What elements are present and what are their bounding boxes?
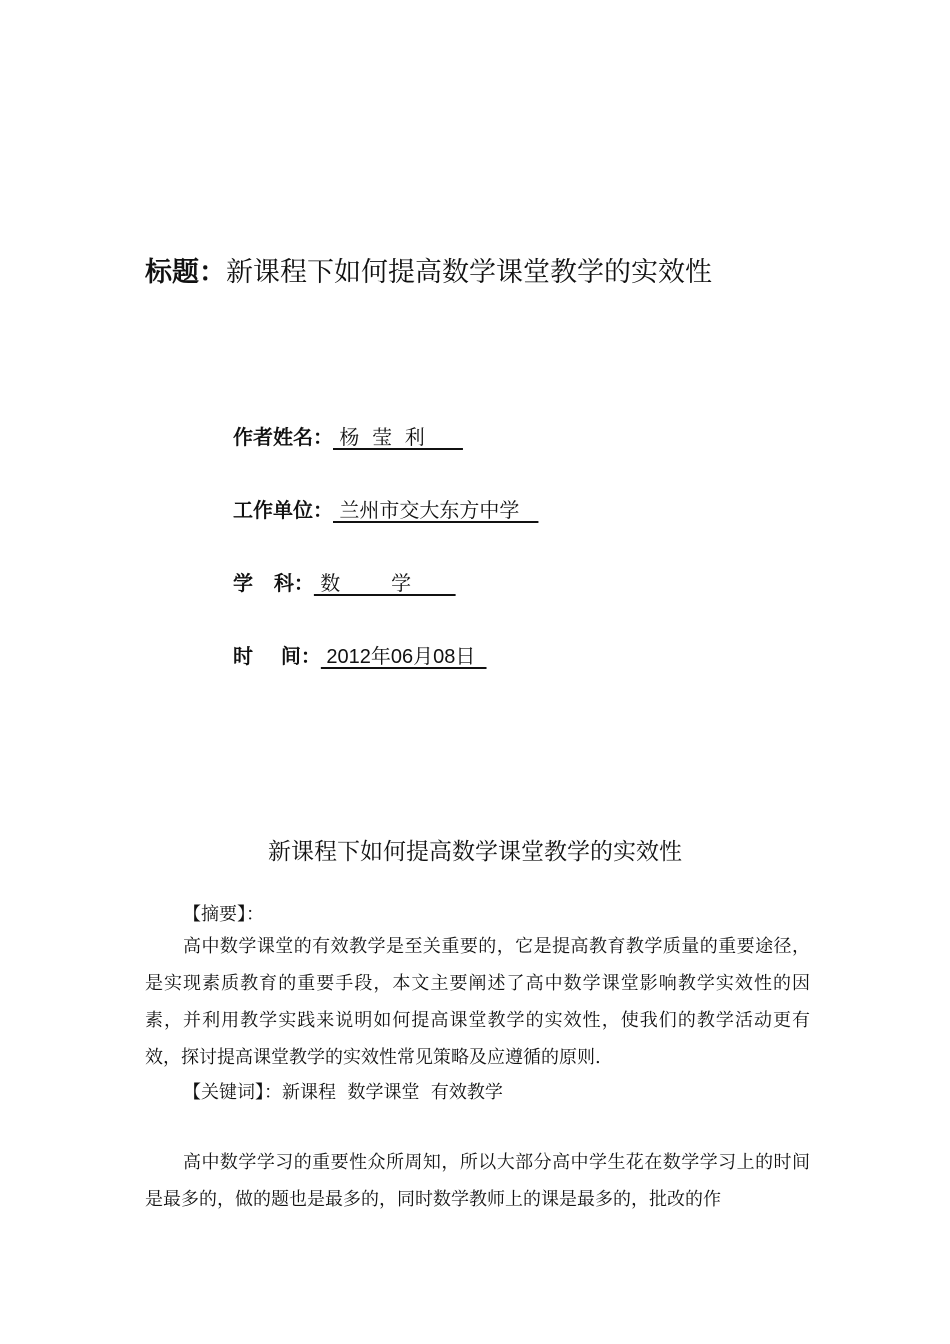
time-row <box>233 642 487 671</box>
body-paragraph: 高中数学学习的重要性众所周知，所以大部分高中学生花在数学学习上的时间是最多的，做的题也是最多的，同时数学教师上的课是最多的，批改的作 <box>145 1152 810 1210</box>
subject-label: 学 科： <box>233 571 314 595</box>
unit-value: 兰州市交大东方中学 <box>333 498 539 522</box>
subject-value: 数 学 <box>313 571 456 595</box>
time-label: 时 间： <box>233 644 321 668</box>
author-value: 杨 莹 利 <box>333 425 463 449</box>
abstract-paragraph: 高中数学课堂的有效教学是至关重要的，它是提高教育教学质量的重要途径，是实现素质教育的重要手段，本文主要阐述了高中数学课堂影响教学实效性的因素，并利用教学实践来说明如何提高课堂教学的实效性，使我们的教学活动更有效，探讨提高课堂教学的实效性常见策略及应遵循的原则. <box>145 936 810 1068</box>
title-label: 标题： <box>145 257 226 288</box>
keywords-label: 【关键词】： <box>183 1082 282 1103</box>
unit-label: 工作单位： <box>233 498 333 522</box>
title-text: 新课程下如何提高数学课堂教学的实效性 <box>226 257 712 288</box>
abstract-label: 【摘要】： <box>183 904 264 925</box>
unit-row <box>233 496 538 524</box>
cover-title <box>145 255 712 291</box>
keywords-row <box>183 1077 503 1109</box>
time-value: 2012年06月08日 <box>320 646 487 668</box>
article-title: 新课程下如何提高数学课堂教学的实效性 <box>268 839 682 865</box>
subject-row <box>233 569 456 597</box>
keywords-text: 新课程 数学课堂 有效教学 <box>282 1082 503 1103</box>
author-row <box>233 423 463 451</box>
author-label: 作者姓名： <box>233 425 333 449</box>
